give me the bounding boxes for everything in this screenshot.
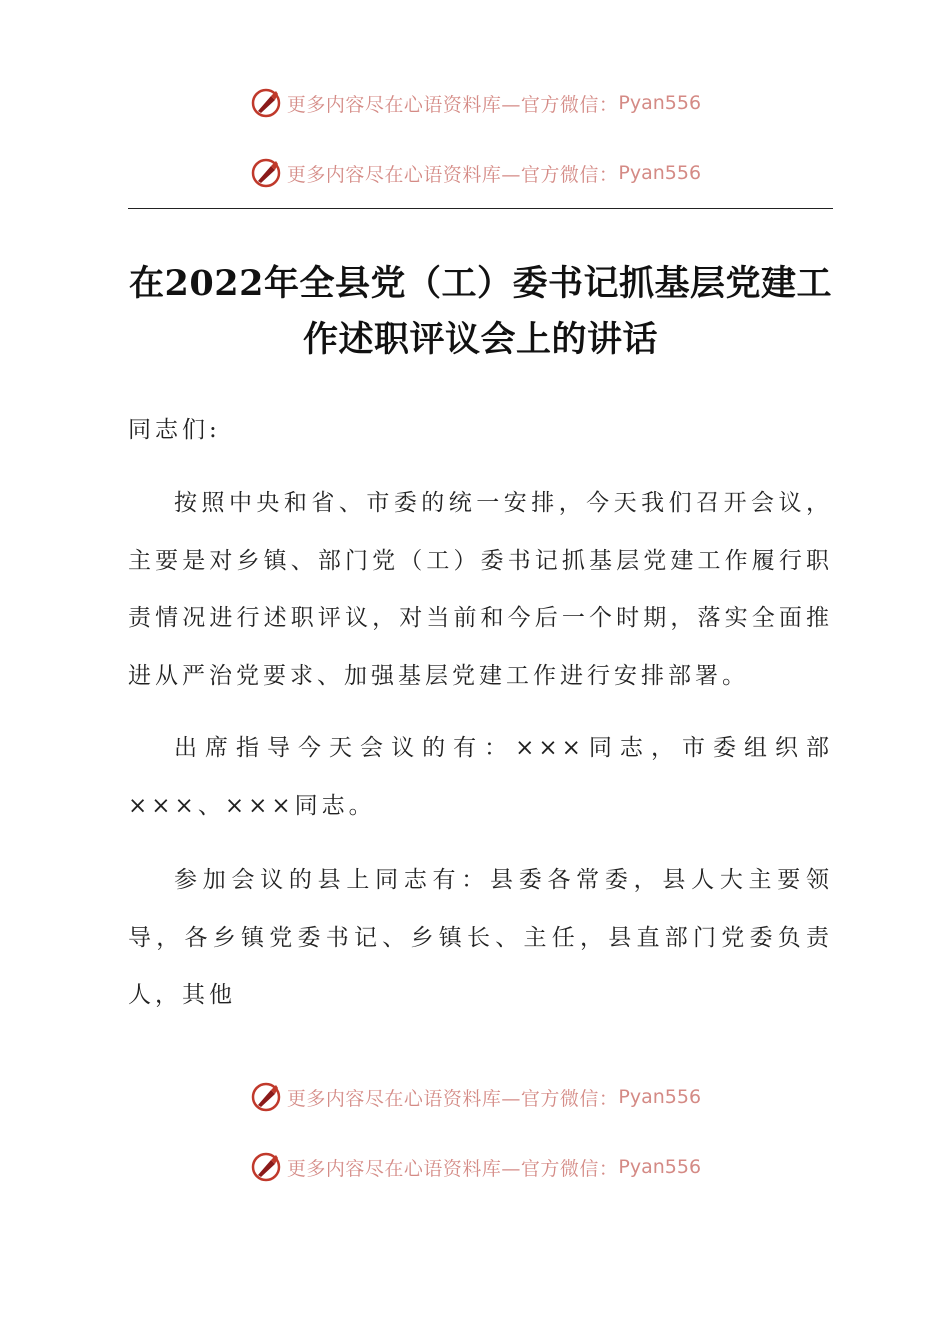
watermark-text: 更多内容尽在心语资料库—官方微信： bbox=[286, 1087, 619, 1110]
pen-nib-circle-icon bbox=[249, 86, 283, 120]
watermark-id: Pyan556 bbox=[618, 92, 702, 114]
watermark-banner-top-2 bbox=[0, 153, 950, 193]
pen-nib-circle-icon bbox=[249, 1080, 283, 1114]
paragraph-text: 按照中央和省、市委的统一安排，今天我们召开会议，主要是对乡镇、部门党（工）委书记抓基层党建工作履行职责情况进行述职评议，对当前和今后一个时期，落实全面推进从严治党要求、加强基层党建工作进行安排部署。 bbox=[128, 490, 833, 689]
paragraph-text: 出席指导今天会议的有：×××同志，市委组织部×××、×××同志。 bbox=[128, 735, 833, 819]
watermark-id: Pyan556 bbox=[618, 1086, 702, 1108]
pen-nib-circle-icon bbox=[249, 156, 283, 190]
watermark-id: Pyan556 bbox=[618, 1156, 702, 1178]
title-line-1: 在2022年全县党（工）委书记抓基层党建工 bbox=[129, 263, 832, 304]
salutation: 同志们: bbox=[128, 417, 221, 443]
paragraph-2 bbox=[128, 720, 833, 835]
header-divider bbox=[128, 208, 833, 209]
watermark-text: 更多内容尽在心语资料库—官方微信： bbox=[286, 1157, 619, 1180]
paragraph-text: 参加会议的县上同志有：县委各常委，县人大主要领导，各乡镇党委书记、乡镇长、主任，县直部门党委负责人，其他 bbox=[128, 867, 833, 1008]
watermark-banner-bottom-2 bbox=[0, 1147, 950, 1187]
watermark-text: 更多内容尽在心语资料库—官方微信： bbox=[286, 163, 619, 186]
document-title bbox=[128, 256, 833, 368]
pen-nib-circle-icon bbox=[249, 1150, 283, 1184]
watermark-text: 更多内容尽在心语资料库—官方微信： bbox=[286, 93, 619, 116]
watermark-id: Pyan556 bbox=[618, 162, 702, 184]
paragraph-3 bbox=[128, 852, 833, 1025]
watermark-banner-top-1 bbox=[0, 83, 950, 123]
paragraph-1 bbox=[128, 475, 833, 705]
watermark-banner-bottom-1 bbox=[0, 1077, 950, 1117]
title-line-2: 作述职评议会上的讲话 bbox=[302, 319, 658, 360]
